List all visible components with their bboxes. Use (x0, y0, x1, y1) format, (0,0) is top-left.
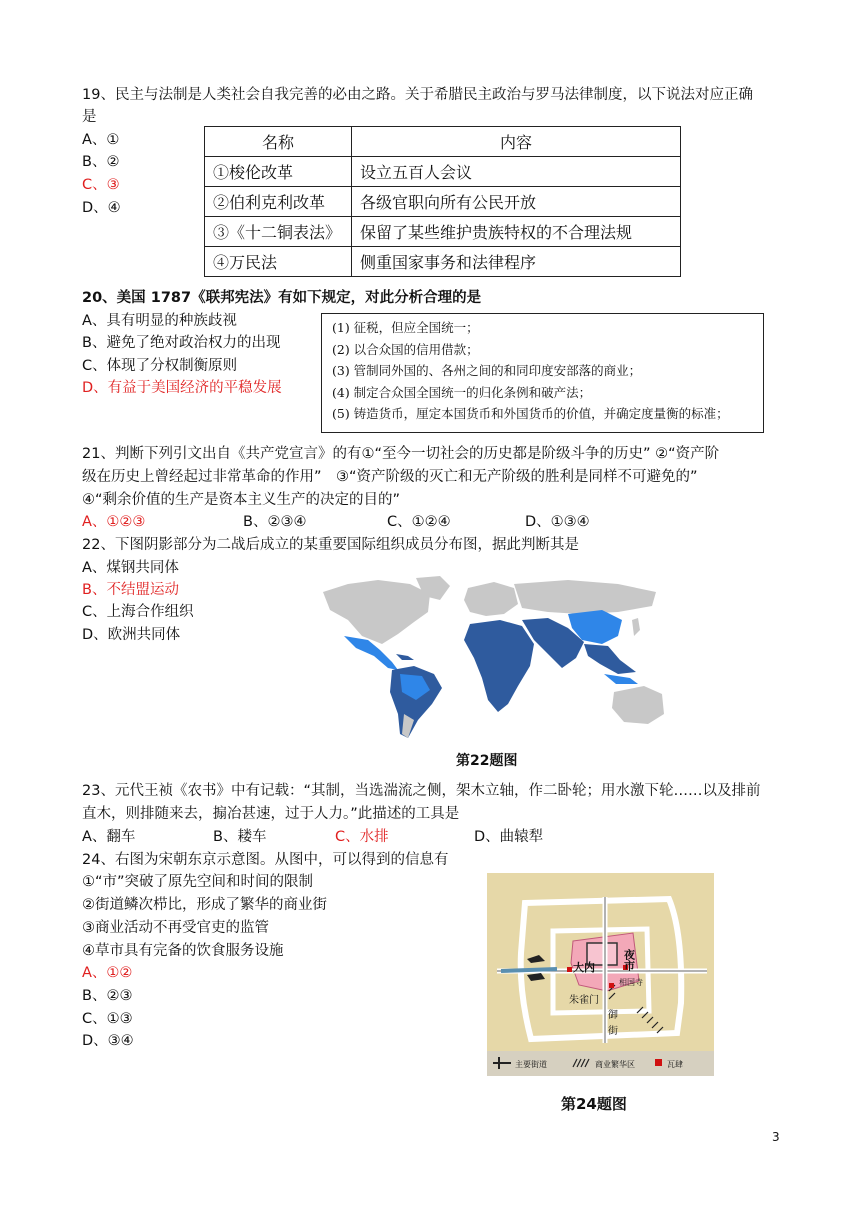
q20-clause: (3) 管制同外国的、各州之间的和同印度安部落的商业； (332, 363, 642, 378)
q22-option-d: D、欧洲共同体 (82, 627, 181, 643)
q20-clause: (5) 铸造货币，厘定本国货币和外国货币的价值，并确定度量衡的标准； (332, 406, 729, 421)
map-caribbean (396, 654, 414, 660)
q22-stem: 22、下图阴影部分为二战后成立的某重要国际组织成员分布图，据此判断其是 (82, 537, 579, 553)
q23-option-c-answer: C、水排 (335, 829, 389, 845)
q22-option-c: C、上海合作组织 (82, 604, 194, 620)
q20-option-a: A、具有明显的种族歧视 (82, 313, 237, 329)
q19-table-cell: ③《十二铜表法》 (205, 217, 352, 247)
map-africa (464, 620, 534, 712)
q23-stem-line1: 23、元代王祯《农书》中有记载：“其制，当选湍流之侧，架木立轴，作二卧轮；用水激下轮……以及排前 (82, 783, 761, 799)
q24-caption: 第24题图 (561, 1095, 627, 1113)
q24-item-4: ④草市具有完备的饮食服务设施 (82, 943, 284, 959)
q22-option-a: A、煤钢共同体 (82, 560, 179, 576)
q24-option-b: B、②③ (82, 988, 133, 1004)
map-russia (514, 580, 656, 614)
q19-table-cell: ②伯利克利改革 (205, 187, 352, 217)
q19-option-a: A、① (82, 132, 120, 148)
q19-table-cell: 设立五百人会议 (352, 157, 681, 187)
q20-clause: (4) 制定合众国全国统一的归化条例和破产法； (332, 384, 592, 400)
q19-table-cell: 保留了某些维护贵族特权的不合理法规 (352, 217, 681, 247)
legend-commercial: 商业繁华区 (595, 1060, 635, 1069)
q20-option-c: C、体现了分权制衡原则 (82, 358, 238, 374)
canal (501, 969, 557, 971)
legend-wasi: 瓦肆 (667, 1060, 683, 1069)
label-xiangguo-temple: 相国寺 (619, 978, 643, 987)
q24-dongjing-map (487, 873, 714, 1076)
q21-stem-line1: 21、判断下列引文出自《共产党宣言》的有①“至今一切社会的历史都是阶级斗争的历史” ②“资产阶 (82, 446, 720, 462)
label-imperial-street: 御街 (605, 1009, 617, 1041)
q19-table-cell: ④万民法 (205, 247, 352, 277)
map-europe (464, 582, 518, 616)
q24-stem: 24、右图为宋朝东京示意图。从图中，可以得到的信息有 (82, 852, 449, 868)
q19-table (204, 126, 681, 277)
q19-table-header-name: 名称 (205, 127, 352, 157)
q22-caption: 第22题图 (456, 753, 518, 769)
map-indonesia (604, 674, 638, 684)
q22-world-map (318, 574, 670, 742)
q19-option-d: D、④ (82, 200, 121, 216)
q24-item-1: ①“市”突破了原先空间和时间的限制 (82, 874, 314, 890)
map-north-america (323, 580, 430, 644)
wasi-marker (567, 967, 572, 972)
q21-stem-line3: ④“剩余价值的生产是资本主义生产的决定的目的” (82, 492, 401, 508)
q20-stem: 20、美国 1787《联邦宪法》有如下规定，对此分析合理的是 (82, 290, 482, 306)
q19-option-c-answer: C、③ (82, 177, 120, 193)
q20-option-d-answer: D、有益于美国经济的平稳发展 (82, 380, 282, 396)
q23-option-d: D、曲辕犁 (474, 829, 544, 845)
q21-option-c: C、①②④ (387, 514, 451, 530)
q19-table-cell: 各级官职向所有公民开放 (352, 187, 681, 217)
map-central-america (344, 636, 398, 670)
q24-option-a-answer: A、①② (82, 965, 133, 981)
q19-stem-line2: 是 (82, 109, 97, 125)
q19-table-header-content: 内容 (352, 127, 681, 157)
page-number: 3 (772, 1130, 780, 1144)
q21-option-a-answer: A、①②③ (82, 514, 146, 530)
legend-wasi-symbol (655, 1059, 662, 1066)
q20-option-b: B、避免了绝对政治权力的出现 (82, 335, 281, 351)
q24-item-3: ③商业活动不再受官吏的监管 (82, 920, 269, 936)
q22-option-b-answer: B、不结盟运动 (82, 582, 179, 598)
q24-option-d: D、③④ (82, 1033, 134, 1049)
q19-table-cell: 侧重国家事务和法律程序 (352, 247, 681, 277)
q20-clause: (2) 以合众国的信用借款； (332, 341, 479, 357)
q19-option-b: B、② (82, 154, 120, 170)
map-japan (632, 618, 640, 636)
q20-clause: (1) 征税，但应全国统一； (332, 320, 479, 335)
q24-option-c: C、①③ (82, 1011, 133, 1027)
label-night-market: 夜市 (622, 949, 636, 971)
q21-option-b: B、②③④ (243, 514, 307, 530)
map-southeast-asia (584, 644, 636, 674)
q19-table-cell: ①梭伦改革 (205, 157, 352, 187)
q20-constitution-box (321, 313, 764, 433)
q21-stem-line2: 级在历史上曾经起过非常革命的作用” ③“资产阶级的灭亡和无产阶级的胜利是同样不可避免的” (82, 469, 698, 485)
q19-stem-line1: 19、民主与法制是人类社会自我完善的必由之路。关于希腊民主政治与罗马法律制度，以下说法对应正确 (82, 87, 753, 103)
q23-option-b: B、耧车 (213, 829, 267, 845)
label-palace: 大内 (573, 961, 595, 974)
q21-option-d: D、①③④ (525, 514, 590, 530)
q23-option-a: A、翻车 (82, 829, 136, 845)
legend-main-road: 主要街道 (515, 1060, 547, 1069)
q24-item-2: ②街道鳞次栉比，形成了繁华的商业街 (82, 897, 327, 913)
wasi-marker (609, 983, 614, 988)
label-zhuque-gate: 朱雀门 (569, 995, 599, 1006)
map-australia (612, 686, 664, 724)
q23-stem-line2: 直木，则排随来去，搧冶甚速，过于人力。”此描述的工具是 (82, 806, 460, 822)
